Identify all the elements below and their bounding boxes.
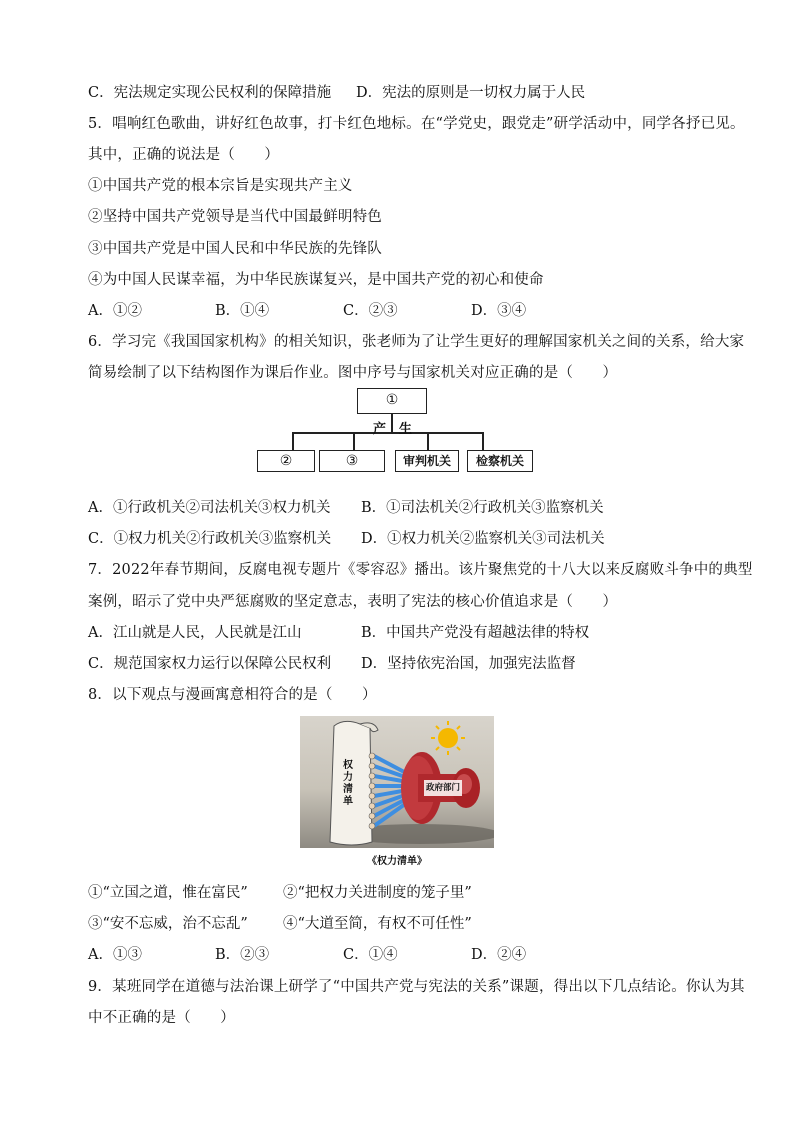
cartoon-illustration <box>300 716 494 848</box>
scroll-char: 单 <box>343 796 353 807</box>
diagram-box-1: ① <box>357 388 427 414</box>
diagram-box-procuratorate: 检察机关 <box>467 450 533 472</box>
diagram-label-chan: 产 <box>373 422 387 437</box>
q5-item-2: ②坚持中国共产党领导是当代中国最鲜明特色 <box>88 209 382 225</box>
q5-stem-line-2: 其中，正确的说法是（ ） <box>88 147 280 163</box>
q6-stem-line-1: 6．学习完《我国国家机构》的相关知识，张老师为了让学生更好的理解国家机关之间的关系，给大家 <box>88 334 745 350</box>
diagram-connector <box>292 432 482 434</box>
diagram-label-sheng: 生 <box>399 422 413 437</box>
diagram-box-court: 审判机关 <box>395 450 459 472</box>
q7-option-c: C．规范国家权力运行以保障公民权利 <box>88 656 332 672</box>
q5-item-1: ①中国共产党的根本宗旨是实现共产主义 <box>88 178 353 194</box>
q8-stem: 8．以下观点与漫画寓意相符合的是（ ） <box>88 687 377 703</box>
stamp-label: 政府部门 <box>425 783 460 793</box>
q6-stem-line-2: 简易绘制了以下结构图作为课后作业。图中序号与国家机关对应正确的是（ ） <box>88 365 618 381</box>
q5-option-c: C．②③ <box>343 303 398 319</box>
diagram-connector <box>482 432 484 450</box>
cartoon-caption: 《权力清单》 <box>367 856 427 867</box>
q6-options-row-2 <box>88 530 708 548</box>
q4-options-row <box>88 84 708 102</box>
q5-item-4: ④为中国人民谋幸福，为中华民族谋复兴，是中国共产党的初心和使命 <box>88 272 544 288</box>
q8-option-b: B．②③ <box>215 947 270 963</box>
q8-items-row-2 <box>88 915 708 933</box>
scroll-char: 力 <box>343 772 353 783</box>
q8-item-4: ④“大道至简，有权不可任性” <box>283 916 472 932</box>
scroll-text <box>338 760 358 808</box>
org-structure-diagram <box>255 386 535 476</box>
q6-option-a: A．①行政机关②司法机关③权力机关 <box>88 500 331 516</box>
q8-option-a: A．①③ <box>88 947 142 963</box>
diagram-box-3: ③ <box>319 450 385 472</box>
q8-item-3: ③“安不忘威，治不忘乱” <box>88 916 248 932</box>
q8-item-1: ①“立国之道，惟在富民” <box>88 885 248 901</box>
q6-options-row-1 <box>88 499 708 517</box>
q7-stem-line-1: 7．2022年春节期间，反腐电视专题片《零容忍》播出。该片聚焦党的十八大以来反腐败斗争中的典型 <box>88 562 753 578</box>
sun-icon <box>431 721 465 755</box>
q5-stem-line-1: 5．唱响红色歌曲，讲好红色故事，打卡红色地标。在“学党史，跟党走”研学活动中，同学各抒已见。 <box>88 116 745 132</box>
q9-stem-line-2: 中不正确的是（ ） <box>88 1010 235 1026</box>
q5-option-d: D．③④ <box>471 303 527 319</box>
diagram-connector <box>391 414 393 432</box>
q9-stem-line-1: 9．某班同学在道德与法治课上研学了“中国共产党与宪法的关系”课题，得出以下几点结论。你认为其 <box>88 979 745 995</box>
q7-options-row-2 <box>88 655 708 673</box>
q8-item-2: ②“把权力关进制度的笼子里” <box>283 885 472 901</box>
q6-option-c: C．①权力机关②行政机关③监察机关 <box>88 531 332 547</box>
q5-option-b: B．①④ <box>215 303 270 319</box>
q5-item-3: ③中国共产党是中国人民和中华民族的先锋队 <box>88 241 382 257</box>
q5-option-a: A．①② <box>88 303 142 319</box>
q8-items-row-1 <box>88 884 708 902</box>
q8-option-d: D．②④ <box>471 947 527 963</box>
scroll-char: 清 <box>343 784 353 795</box>
cartoon-image <box>300 716 494 848</box>
q4-option-c: C．宪法规定实现公民权利的保障措施 <box>88 85 332 101</box>
q6-option-b: B．①司法机关②行政机关③监察机关 <box>361 500 604 516</box>
diagram-connector <box>353 432 355 450</box>
q7-option-d: D．坚持依宪治国，加强宪法监督 <box>361 656 576 672</box>
diagram-box-2: ② <box>257 450 315 472</box>
diagram-connector <box>292 432 294 450</box>
q5-options-row <box>88 302 708 320</box>
q8-options-row <box>88 946 708 964</box>
q4-option-d: D．宪法的原则是一切权力属于人民 <box>356 85 586 101</box>
q8-option-c: C．①④ <box>343 947 398 963</box>
q7-options-row-1 <box>88 624 708 642</box>
q7-option-a: A．江山就是人民，人民就是江山 <box>88 625 302 641</box>
q7-option-b: B．中国共产党没有超越法律的特权 <box>361 625 590 641</box>
diagram-connector <box>427 432 429 450</box>
q7-stem-line-2: 案例，昭示了党中央严惩腐败的坚定意志，表明了宪法的核心价值追求是（ ） <box>88 594 618 610</box>
scroll-char: 权 <box>343 760 353 771</box>
q6-option-d: D．①权力机关②监察机关③司法机关 <box>361 531 605 547</box>
